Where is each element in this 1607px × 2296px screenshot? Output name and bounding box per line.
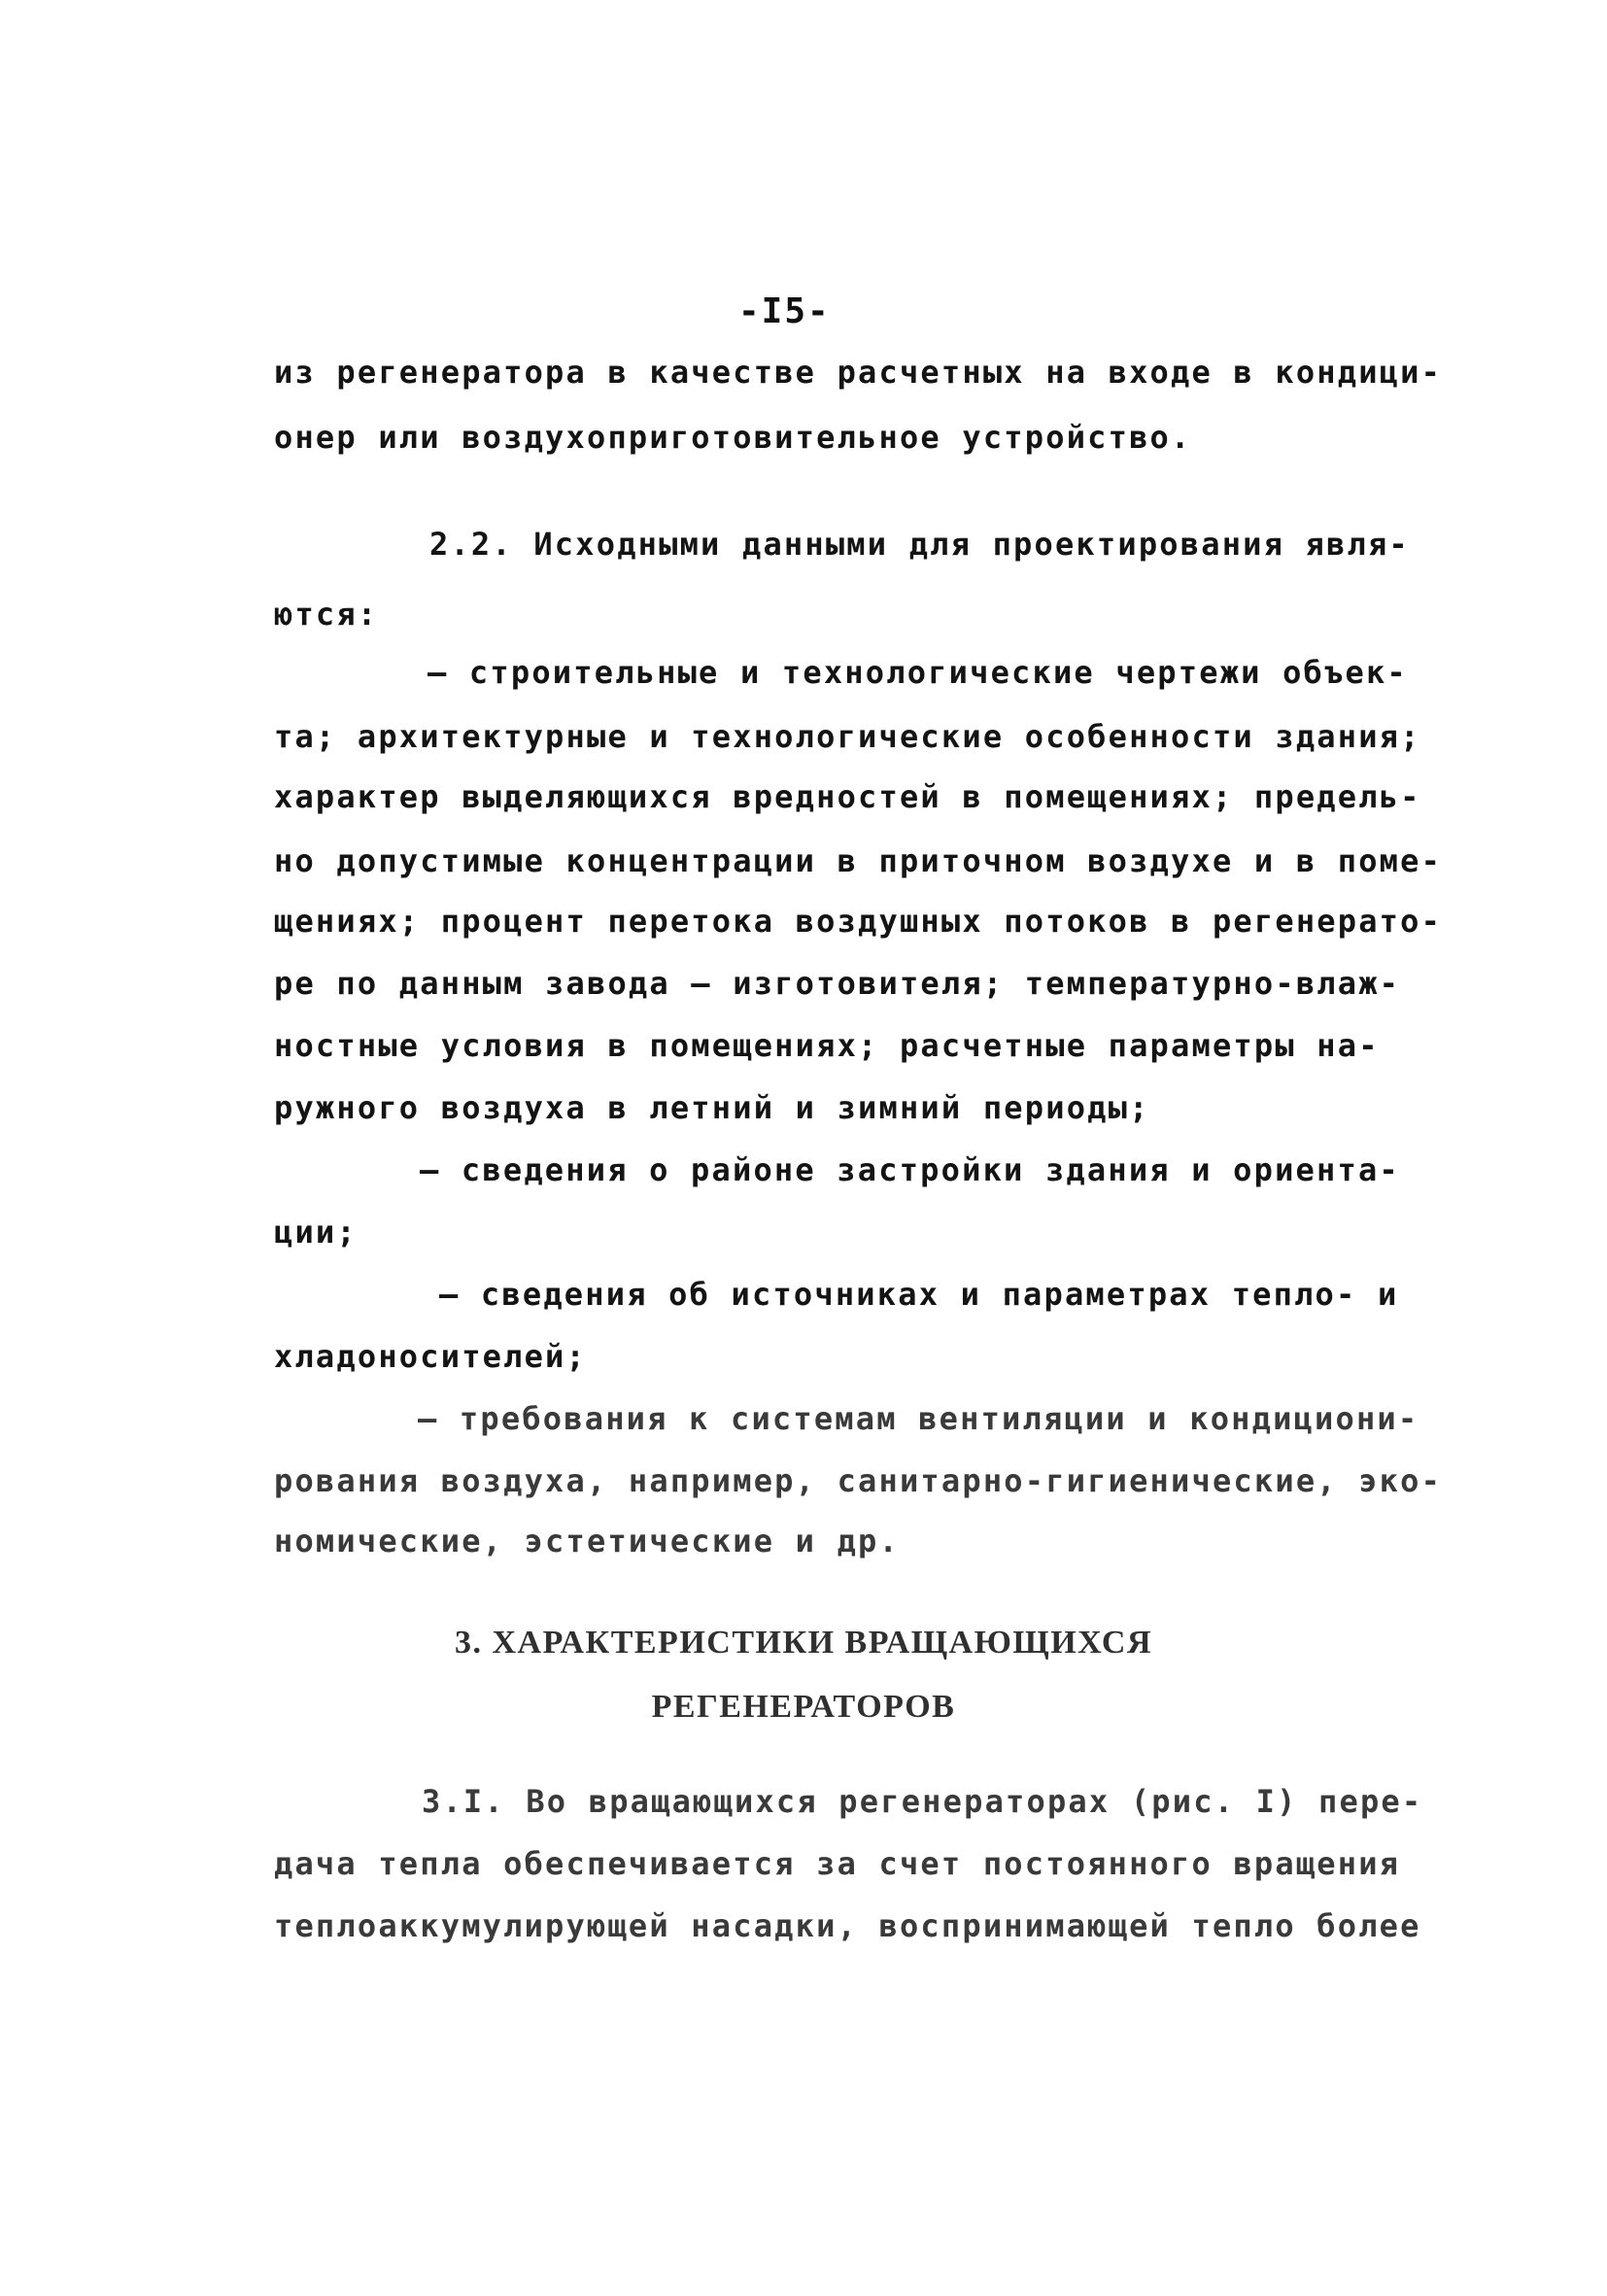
section-3-heading: 3. ХАРАКТЕРИСТИКИ ВРАЩАЮЩИХСЯ xyxy=(454,1625,1153,1661)
list-item-line: рования воздуха, например, санитарно-гигиенические, эко- xyxy=(274,1462,1443,1499)
section-2-2-heading-line: ются: xyxy=(274,596,379,633)
list-item-line: ружного воздуха в летний и зимний периоды; xyxy=(274,1089,1150,1126)
page-number: -I5- xyxy=(738,291,831,331)
section-2-2-heading-line: 2.2. Исходными данными для проектирования явля- xyxy=(429,526,1410,563)
list-item-line: характер выделяющихся вредностей в помещениях; предель- xyxy=(274,778,1421,815)
list-item-line: – сведения о районе застройки здания и ориента- xyxy=(420,1151,1400,1188)
paragraph-line: из регенератора в качестве расчетных на входе в кондици- xyxy=(274,354,1443,391)
list-item-line: – сведения об источниках и параметрах тепло- и xyxy=(439,1276,1399,1313)
section-3-heading: РЕГЕНЕРАТОРОВ xyxy=(651,1689,956,1725)
list-item-line: но допустимые концентрации в приточном воздухе и в поме- xyxy=(274,842,1443,879)
list-item-line: хладоносителей; xyxy=(274,1338,587,1375)
list-item-line: ции; xyxy=(274,1214,358,1251)
list-item-line: номические, эстетические и др. xyxy=(274,1523,900,1559)
list-item-line: щениях; процент перетока воздушных потоков в регенерато- xyxy=(274,903,1443,940)
list-item-line: – строительные и технологические чертежи объек- xyxy=(427,654,1408,691)
section-3-1-line: теплоаккумулирующей насадки, воспринимающей тепло более xyxy=(274,1907,1421,1944)
section-3-1-line: 3.I. Во вращающихся регенераторах (рис. I) пере- xyxy=(422,1783,1423,1820)
list-item-line: ностные условия в помещениях; расчетные параметры на- xyxy=(274,1027,1380,1064)
section-3-1-line: дача тепла обеспечивается за счет постоянного вращения xyxy=(274,1845,1401,1882)
list-item-line: ре по данным завода – изготовителя; температурно-влаж- xyxy=(274,965,1401,1002)
list-item-line: та; архитектурные и технологические особенности здания; xyxy=(274,718,1421,755)
paragraph-line: онер или воздухоприготовительное устройство. xyxy=(274,419,1192,456)
list-item-line: – требования к системам вентиляции и кондициони- xyxy=(418,1400,1419,1437)
